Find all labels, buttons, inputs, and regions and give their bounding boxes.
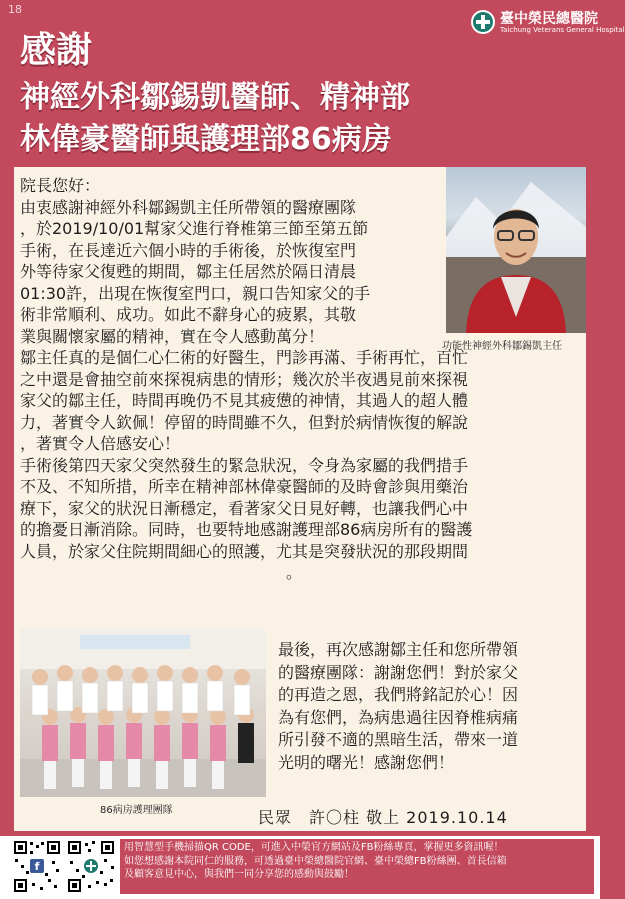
svg-text:f: f [34, 860, 40, 873]
doctor-photo-caption: 功能性神經外科鄒錫凱主任 [442, 341, 562, 352]
closing-line: 為有您們，為病患過往因脊椎病痛 [278, 707, 519, 727]
page-number: 18 [8, 3, 22, 16]
letter-line: 力，著實令人欽佩！停留的時間雖不久，但對於病情恢復的解說 [20, 412, 469, 432]
nursing-team-caption: 86病房護理團隊 [100, 805, 173, 816]
nursing-team-photo [20, 629, 266, 797]
letter-line: 院長您好： [20, 176, 101, 195]
letter-body [20, 175, 472, 584]
closing-line: 的醫療團隊：謝謝您們！對於家父 [278, 662, 519, 682]
footer-text [120, 839, 594, 894]
letter-closing [278, 639, 518, 774]
letter-line: 之中還是會抽空前來探視病患的情形；幾次於半夜遇見前來探視 [20, 369, 469, 389]
hospital-name-english: Taichung Veterans General Hospital [500, 26, 625, 34]
footer-line: 用智慧型手機掃描QR CODE，可進入中榮官方網站及FB粉絲專頁，掌握更多資訊喔！ [124, 842, 504, 853]
letter-line: 療下，家父的狀況日漸穩定，看著家父日見好轉，也讓我們心中 [20, 498, 469, 518]
letter-line: 的擔憂日漸消除。同時，也要特地感謝護理部86病房所有的醫護 [20, 520, 473, 539]
letter-line: 鄒主任真的是個仁心仁術的好醫生，門診再滿、手術再忙，百忙 [20, 348, 469, 367]
letter-line: 不及、不知所措，所幸在精神部林偉豪醫師的及時會診與用藥治 [20, 477, 469, 496]
letter-line: ，著實令人倍感安心！ [20, 434, 181, 453]
letter-line: 家父的鄒主任，時間再晚仍不見其疲憊的神情，其過人的超人體 [20, 391, 469, 410]
hospital-emblem-icon [470, 9, 496, 35]
title-line-2: 神經外科鄒錫凱醫師、精神部 [20, 80, 410, 115]
footer-line: 及顧客意見中心，與我們一同分享您的感動與鼓勵！ [124, 869, 354, 880]
nursing-team-group-icon [20, 629, 266, 797]
hospital-logo [470, 8, 625, 38]
letter-line: 由衷感謝神經外科鄒錫凱主任所帶領的醫療團隊 [20, 197, 357, 217]
closing-line: 最後，再次感謝鄒主任和您所帶領 [278, 640, 519, 659]
website-qr-code-icon[interactable] [66, 839, 116, 894]
letter-line: 。 [286, 563, 303, 582]
title-line-1: 感謝 [20, 30, 93, 71]
footer-line: 如您想感謝本院同仁的服務，可透過臺中榮總醫院官網、臺中榮總FB粉絲團、首長信箱 [124, 855, 507, 867]
closing-line: 光明的曙光！感謝您們！ [278, 752, 455, 772]
signature: 民眾 許〇柱 敬上 2019.10.14 [258, 808, 508, 827]
letter-line: 人員，於家父住院期間細心的照護，尤其是突發狀況的那段期間 [20, 541, 469, 561]
letter-panel [14, 167, 586, 831]
letter-line: 業與關懷家屬的精神，實在令人感動萬分！ [20, 326, 325, 346]
letter-line: 術非常順利、成功。如此不辭身心的疲累，其敬 [20, 305, 357, 324]
letter-line: 手術後第四天家父突然發生的緊急狀況，令身為家屬的我們措手 [20, 455, 469, 475]
doctor-portrait-icon [446, 167, 586, 333]
hospital-name: 臺中榮民總醫院 [500, 11, 598, 27]
letter-line: ，於2019/10/01幫家父進行脊椎第三節至第五節 [20, 219, 369, 238]
letter-line: 01:30許，出現在恢復室門口，親口告知家父的手 [20, 283, 371, 303]
closing-line: 的再造之恩，我們將銘記於心！因 [278, 685, 519, 704]
title-line-3: 林偉豪醫師與護理部86病房 [20, 122, 392, 157]
fb-qr-code-icon[interactable] [12, 839, 62, 894]
footer [0, 836, 600, 899]
closing-line: 所引發不適的黑暗生活，帶來一道 [278, 730, 519, 749]
letter-line: 手術，在長達近六個小時的手術後，於恢復室門 [20, 240, 357, 260]
doctor-photo [446, 167, 586, 333]
letter-line: 外等待家父復甦的期間，鄒主任居然於隔日清晨 [20, 262, 357, 281]
